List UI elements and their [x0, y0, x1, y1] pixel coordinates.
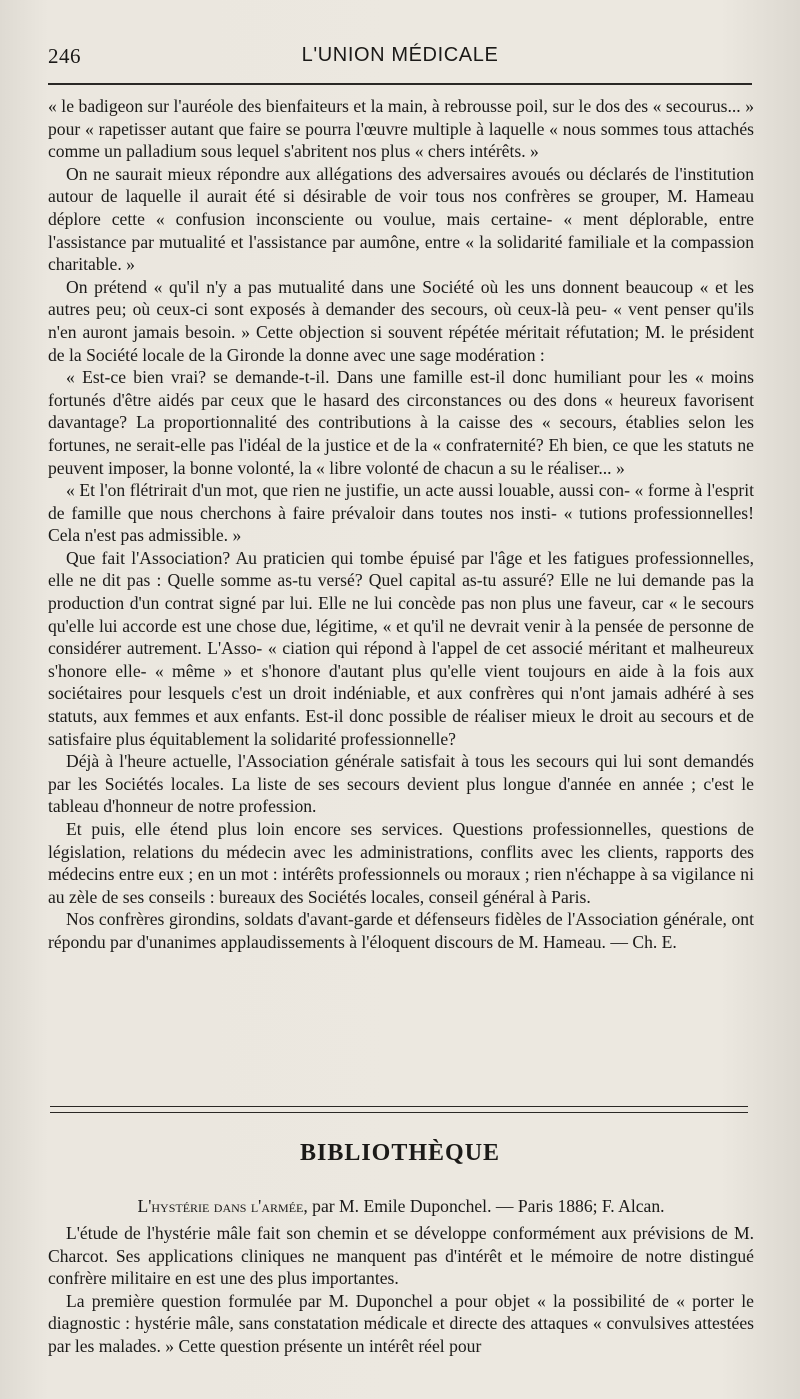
article-paragraph: On prétend « qu'il n'y a pas mutualité dans une Société où les uns donnent beaucoup « et les autres peu; où ceux-ci sont exposés à demander des secours, où ceux-là peu- « vent penser qu'ils n'en auront jamais besoin. » Cette objection si souvent répétée méritait réfutation; M. le président de la Société locale de la Gironde la donne avec une sage modération : — [48, 276, 754, 365]
running-title: L'UNION MÉDICALE — [301, 44, 499, 66]
article-paragraph: « Et l'on flétrirait d'un mot, que rien ne justifie, un acte aussi louable, aussi con- « forme à l'esprit de famille que nous cherchons à faire prévaloir dans toutes nos insti- « tutions professionnelles! Cela n'est pas admissible. » — [48, 480, 754, 546]
book-title: L'hystérie dans l'armée, — [137, 1196, 308, 1216]
review-body — [48, 1222, 754, 1358]
article-paragraph: Que fait l'Association? Au praticien qui tombe épuisé par l'âge et les fatigues professionnelles, elle ne dit pas : Quelle somme as-tu versé? Quel capital as-tu assuré? Elle ne lui demande pas la production d'un contrat signé par lui. Elle ne lui concède pas non plus une faveur, car « le secours qu'elle lui accorde est une chose due, légitime, « et qu'il ne devrait venir à la pensée de personne de considérer autrement. L'Asso- « ciation qui répond à l'appel de cet associé méritant et malheureux s'honore elle- « même » et s'honore d'autant plus qu'elle vient toujours en aide à la fois aux sociétaires pour lesquels c'est un droit indéniable, et aux confrères qui n'ont jamais adhéré à ses statuts, aux femmes et aux enfants. Est-il donc possible de réaliser mieux le droit au secours et de satisfaire plus équitablement la solidarité professionnelle? — [48, 547, 754, 749]
review-paragraph: L'étude de l'hystérie mâle fait son chemin et se développe conformément aux prévisions de M. Charcot. Ses applications cliniques ne manquent pas d'intérêt et le mémoire de notre distingué confrère militaire en est une des plus importantes. — [48, 1223, 754, 1289]
section-heading: BIBLIOTHÈQUE — [299, 1140, 501, 1166]
section-divider — [50, 1106, 748, 1113]
article-paragraph: Et puis, elle étend plus loin encore ses services. Questions professionnelles, questions de législation, relations du médecin avec les administrations, conflits avec les clients, rapports des médecins entre eux ; en un mot : intérêts professionnels ou moraux ; rien n'échappe à sa vigilance ni au zèle de ses conseils : bureaux des Sociétés locales, conseil général à Paris. — [48, 819, 754, 907]
review-paragraph: La première question formulée par M. Duponchel a pour objet « la possibilité de « porter le diagnostic : hystérie mâle, sans constatation médicale et directe des attaques « convulsives attestées par les malades. » Cette question présente un intérêt réel pour — [48, 1290, 754, 1356]
article-paragraph: Nos confrères girondins, soldats d'avant-garde et défenseurs fidèles de l'Association générale, ont répondu par d'unanimes applaudissements à l'éloquent discours de M. Hameau. — Ch. E. — [48, 909, 754, 952]
article-body — [48, 95, 754, 954]
header-rule — [48, 83, 752, 85]
article-paragraph: Déjà à l'heure actuelle, l'Association générale satisfait à tous les secours qui lui sont demandés par les Sociétés locales. La liste de ses secours devient plus longue d'année en année ; c'est le tableau d'honneur de notre profession. — [48, 751, 754, 817]
article-paragraph: « le badigeon sur l'auréole des bienfaiteurs et la main, à rebrousse poil, sur le dos des « secourus... » pour « rapetisser autant que faire se pourra l'œuvre multiple à laquelle « nous sommes tous attachés comme un palladium sous lequel s'abritent nos plus « chers intérêts. » — [48, 96, 754, 162]
article-paragraph: On ne saurait mieux répondre aux allégations des adversaires avoués ou déclarés de l'institution autour de laquelle il aurait été si désirable de voir tous nos confrères se grouper, M. Hameau déplore cette « confusion inconsciente ou voulue, mais certaine- « ment déplorable, entre l'assistance par mutualité et l'assistance par aumône, entre « la solidarité familiale et la compassion charitable. » — [48, 163, 754, 275]
book-details: par M. Emile Duponchel. — Paris 1886; F. Alcan. — [307, 1196, 665, 1216]
article-paragraph: « Est-ce bien vrai? se demande-t-il. Dans une famille est-il donc humiliant pour les « moins fortunés d'être aidés par ceux que le hasard des circonstances ou des dons « heureux favorisent davantage? La proportionnalité des contributions à la caisse des « secours, établies selon les fortunes, ne serait-elle pas l'idéal de la justice et de la « confraternité? Eh bien, ce que les statuts ne peuvent imposer, la bonne volonté, la « libre volonté de chacun a su le réaliser... » — [48, 367, 754, 478]
page-header — [48, 44, 752, 74]
bibliography-entry — [48, 1195, 754, 1218]
page-number: 246 — [48, 44, 81, 68]
